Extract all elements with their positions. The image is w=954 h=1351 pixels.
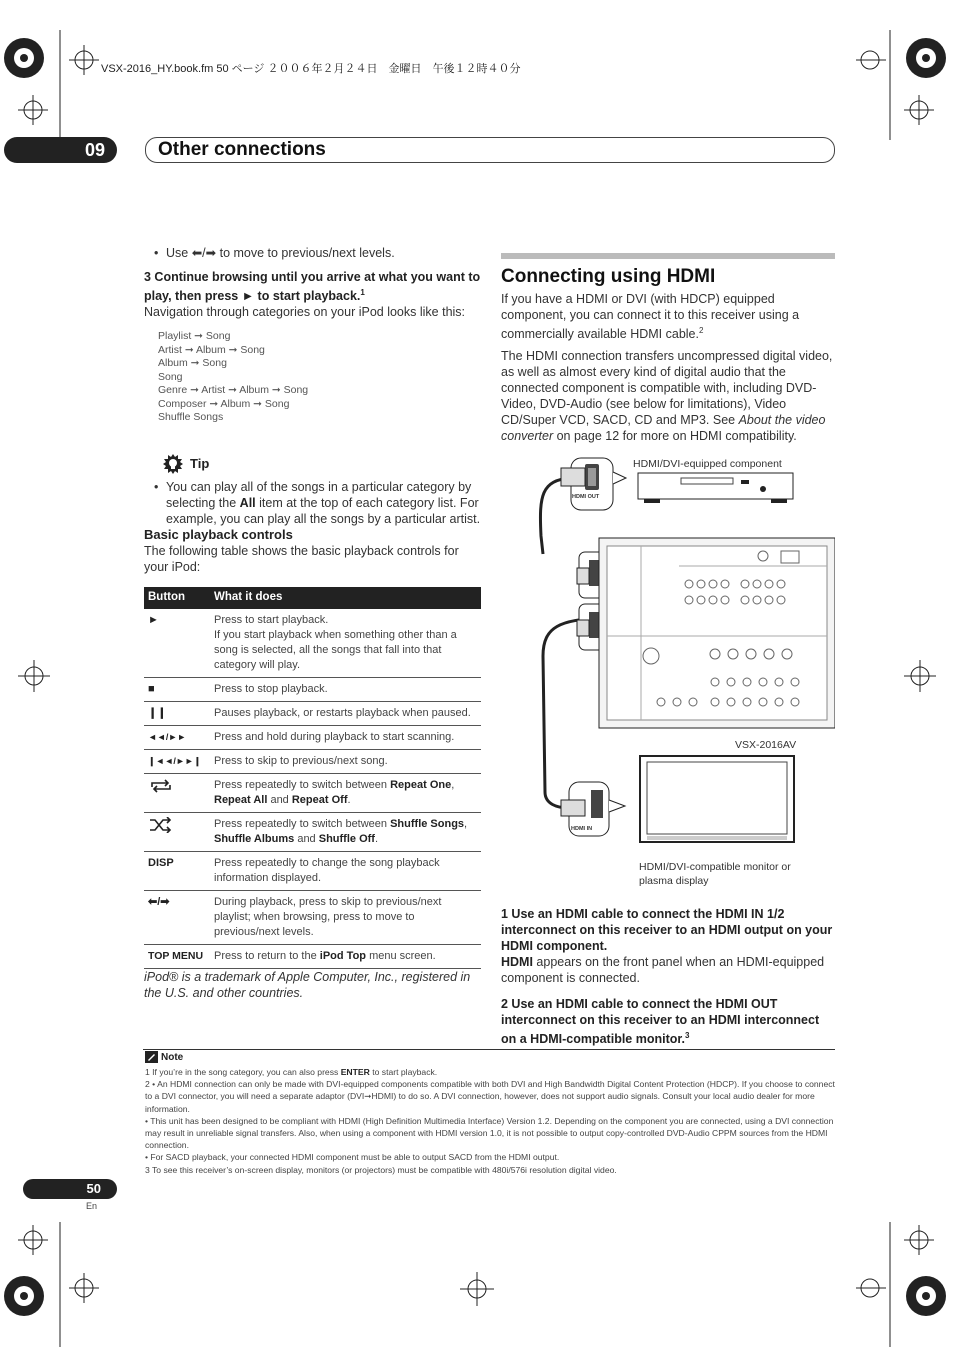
scan-button-glyph: ◄◄/►► <box>144 725 210 749</box>
step-1-heading: 1 Use an HDMI cable to connect the HDMI IN 1/2 interconnect on this receiver to an HDMI output on your HDMI component. <box>501 907 833 954</box>
tip-text: • You can play all of the songs in a particular category by selecting the All item at the top of each category list. For example, you can play all the songs by a particular artist. <box>144 479 481 527</box>
registration-mark-bottom-left <box>0 1222 104 1347</box>
footnote-3: 3 To see this receiver’s on-screen display, monitors (or projectors) must be compatible with 480i/576i resolution digital video. <box>145 1164 617 1175</box>
nav-item: Artist ➞ Album ➞ Song <box>158 343 265 356</box>
step-3-heading: 3 Continue browsing until you arrive at what you want to play, then press ► to start playback.$^1$ <box>144 270 481 304</box>
bullet-use-levels: • Use ⬅/➡ to move to previous/next levels. <box>144 245 481 261</box>
table-row <box>144 725 481 749</box>
play-button-glyph: ► <box>144 609 210 678</box>
pause-button-glyph: ❙❙ <box>144 701 210 725</box>
step-1-body: HDMI appears on the front panel when an HDMI-equipped component is connected. <box>501 955 825 986</box>
navigation-list <box>158 330 481 425</box>
prev-next-arrows-glyph: ⬅/➡ <box>144 890 210 944</box>
hdmi-out-label: HDMI OUT <box>572 494 600 501</box>
row-description: Pauses playback, or restarts playback when paused. <box>210 701 481 725</box>
chapter-number: 09 <box>4 137 117 163</box>
repeat-icon <box>144 773 210 812</box>
connection-illustration <box>501 456 835 896</box>
column-header-button: Button <box>144 587 210 609</box>
table-row <box>144 812 481 851</box>
top-menu-button-label: TOP MENU <box>144 944 210 968</box>
tip-label: Tip <box>190 455 210 471</box>
row-description: Press to skip to previous/next song. <box>210 749 481 773</box>
left-column <box>144 245 481 1001</box>
basic-playback-heading: Basic playback controls <box>144 526 293 542</box>
row-description: Press repeatedly to change the song playback information displayed. <box>210 851 481 890</box>
file-header: VSX-2016_HY.book.fm 50 ページ ２００６年２月２４日 金曜日 午後１２時４０分 <box>101 63 521 75</box>
row-description: Press and hold during playback to start scanning. <box>210 725 481 749</box>
table-row <box>144 677 481 701</box>
row-description: Press repeatedly to switch between Shuffle Songs, Shuffle Albums and Shuffle Off. <box>210 812 481 851</box>
component-label: HDMI/DVI-equipped component <box>633 458 782 471</box>
ipod-trademark-note: iPod® is a trademark of Apple Computer, Inc., registered in the U.S. and other countries. <box>144 969 471 1000</box>
registration-mark-top-center <box>64 40 104 80</box>
basic-playback-body: The following table shows the basic playback controls for your iPod: <box>144 543 459 574</box>
footnote-2: 2 • An HDMI connection can only be made with DVI-equipped components compatible with both DVI and High Bandwidth Digital Content Protection (HDCP). If you choose to connect to a DVI connector, you will need a separate adaptor (DVI➞HDMI) to do so. A DVI connection, however, does not support audio signals. Consult your local audio dealer for more information. <box>145 1079 835 1114</box>
page-language: En <box>86 1201 98 1211</box>
nav-item: Album ➞ Song <box>158 357 227 370</box>
note-pencil-icon <box>145 1051 158 1063</box>
table-row <box>144 944 481 968</box>
registration-mark-top-left <box>0 30 70 140</box>
table-row <box>144 749 481 773</box>
column-header-description: What it does <box>210 587 481 609</box>
lightbulb-tip-icon <box>162 453 184 475</box>
footnote-2b: • This unit has been designed to be compliant with HDMI (High Definition Multimedia Interface) Version 1.2. Depending on the component you are connected, using a DVI connection may result in unreliable signal transfers. Also, when using a component with HDMI version 1.0, it is not possible to output copy-controlled DVD-Audio CPPM sources from the HDMI connection. <box>145 1115 834 1151</box>
chapter-title: Other connections <box>158 139 326 160</box>
receiver-model-label: VSX-2016AV <box>735 739 797 752</box>
monitor-label: HDMI/DVI-compatible monitor or plasma display <box>639 861 791 888</box>
nav-item: Song <box>158 370 183 383</box>
hdmi-in-label: HDMI IN <box>571 826 593 833</box>
nav-item: Genre ➞ Artist ➞ Album ➞ Song <box>158 384 309 397</box>
hdmi-intro: If you have a HDMI or DVI (with HDCP) equipped component, you can connect it to this receiver using a commercially available HDMI cable.$^2$ <box>501 292 800 342</box>
table-row <box>144 773 481 812</box>
row-description: Press to stop playback. <box>210 677 481 701</box>
page-number: 50 <box>23 1179 117 1199</box>
shuffle-icon <box>144 812 210 851</box>
section-title: Connecting using HDMI <box>501 266 716 287</box>
disp-button-label: DISP <box>144 851 210 890</box>
row-description: Press repeatedly to switch between Repeat One, Repeat All and Repeat Off. <box>210 773 481 812</box>
row-description: During playback, press to skip to previous/next playlist; when browsing, press to move to previous/next levels. <box>210 890 481 944</box>
notes-heading: Note <box>145 1051 183 1063</box>
stop-button-glyph: ■ <box>144 677 210 701</box>
registration-mark-bottom-right <box>856 1222 954 1347</box>
table-row <box>144 851 481 890</box>
row-description: Press to return to the iPod Top menu screen. <box>210 944 481 968</box>
skip-button-glyph: ❙◄◄/►►❙ <box>144 749 210 773</box>
hdmi-connection-diagram <box>501 456 835 896</box>
section-rule <box>501 253 835 259</box>
footnote-2c: • For SACD playback, your connected HDMI component must be able to output SACD from the HDMI output. <box>145 1152 560 1163</box>
tip-heading <box>144 453 481 475</box>
table-row <box>144 890 481 944</box>
nav-item: Composer ➞ Album ➞ Song <box>158 397 290 410</box>
nav-item: Playlist ➞ Song <box>158 330 231 343</box>
step-3-body: Navigation through categories on your iPod looks like this: <box>144 305 466 320</box>
step-2-heading: 2 Use an HDMI cable to connect the HDMI OUT interconnect on this receiver to an HDMI interconnect on a HDMI-compatible monitor.$^3$ <box>501 997 820 1047</box>
table-row <box>144 609 481 678</box>
footnotes <box>145 1066 835 1176</box>
row-description: Press to start playback. If you start playback when something other than a song is selected, all the songs that fall into that category will play. <box>210 609 481 678</box>
right-column <box>501 253 835 1047</box>
footnote-1: 1 If you’re in the song category, you can also press ENTER to start playback. <box>145 1067 438 1077</box>
table-row <box>144 701 481 725</box>
hdmi-description: The HDMI connection transfers uncompressed digital video, as well as almost every kind of digital audio that the connected component is compatible with, including DVD-Video, DVD-Audio (see below for limitations), Video CD/Super VCD, SACD, CD and MP3. See About the video converter on page 12 for more on HDMI compatibility. <box>501 349 833 444</box>
registration-mark-mid-left <box>18 660 50 692</box>
registration-mark-top-right <box>856 30 954 140</box>
registration-mark-mid-right <box>904 660 936 692</box>
table-header <box>144 587 481 609</box>
hdmi-steps <box>501 906 835 1047</box>
notes-rule <box>143 1049 835 1050</box>
registration-mark-bottom-center <box>460 1272 494 1306</box>
playback-controls-table <box>144 587 481 969</box>
nav-item: Shuffle Songs <box>158 411 224 424</box>
